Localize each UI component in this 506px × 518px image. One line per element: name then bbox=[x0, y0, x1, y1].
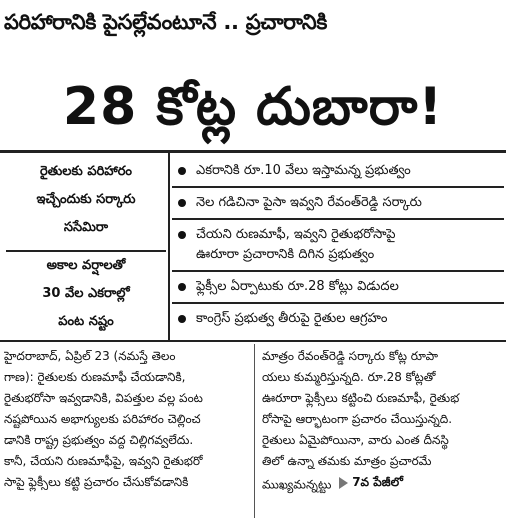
sidebar-line: ఇచ్చేందుకు సర్కారు bbox=[36, 192, 136, 207]
article-line: తిలో ఉన్నా తమకు మాత్రం ప్రచారమే bbox=[262, 454, 432, 468]
article-line: ముఖ్యమన్నట్టు bbox=[262, 477, 332, 492]
article-line: ఊరూరా ఫ్లెక్సీలు కట్టించి రుణమాఫీ, రైతుభ bbox=[262, 391, 460, 405]
article-line: హైదరాబాద్, ఏప్రిల్ 23 (నమస్తే తెలం bbox=[4, 349, 176, 363]
bullet-text: నెల గడిచినా పైసా ఇవ్వని రేవంత్‌రెడ్డి సర్కారు bbox=[196, 195, 422, 210]
article-line: నష్టపోయిన అభాగ్యులకు పరిహారం చెల్లించ bbox=[4, 412, 201, 426]
sidebar-line: పంట నష్టం bbox=[58, 314, 114, 329]
bullet-list bbox=[172, 156, 504, 340]
sidebar-line: రైతులకు పరిహారం bbox=[39, 164, 133, 179]
headline-kicker: పరిహారానికి పైసల్లేవంటూనే .. ప్రచారానికి bbox=[4, 10, 328, 34]
column-divider bbox=[254, 344, 255, 518]
sidebar-line: 30 వేల ఎకరాల్లో bbox=[42, 286, 130, 301]
list-item bbox=[172, 304, 504, 336]
bullet-icon bbox=[178, 167, 186, 175]
bullet-icon bbox=[178, 283, 186, 291]
bullet-icon bbox=[178, 315, 186, 323]
article-line: రోసాపై ఆర్భాటంగా ప్రచారం చేయిస్తున్నది. bbox=[262, 412, 453, 426]
article-column-left bbox=[4, 346, 244, 518]
sidebar-block bbox=[6, 158, 166, 250]
bullet-text: ఎకరానికి రూ.10 వేలు ఇస్తామన్న ప్రభుత్వం bbox=[196, 163, 411, 178]
article-line: రైతుభరోసా ఇవ్వడానికి, విపత్తుల వల్ల పంట bbox=[4, 391, 203, 405]
bullet-text: ఊరూరా ప్రచారానికి దిగిన ప్రభుత్వం bbox=[196, 247, 375, 262]
list-item bbox=[172, 220, 504, 272]
divider bbox=[0, 340, 506, 342]
article-line: రైతులు ఏమైపోయినా, వారు ఎంత దీనస్థి bbox=[262, 433, 449, 447]
continued-label: 7వ పేజీలో bbox=[352, 475, 403, 489]
bullet-icon bbox=[178, 231, 186, 239]
continued-on-page bbox=[335, 472, 403, 493]
article-line: డానికి రాష్ట్ర ప్రభుత్వం వద్ద చిల్లిగవ్వలేదు. bbox=[4, 433, 194, 447]
article-line: సాపై ఫ్లెక్సీలు కట్టి ప్రచారం చేసుకోవడానికి bbox=[4, 475, 189, 489]
bullet-text: ఫ్లెక్సీల ఏర్పాటుకు రూ.28 కోట్లు విడుదల bbox=[196, 279, 399, 294]
headline-main: 28 కోట్ల దుబారా! bbox=[62, 77, 444, 137]
article-line: మాత్రం రేవంత్‌రెడ్డి సర్కారు కోట్ల రూపా bbox=[262, 349, 438, 363]
article-line: కానీ, చేయని రుణమాఫీపై, ఇవ్వని రైతుభరో bbox=[4, 454, 203, 468]
divider bbox=[168, 152, 170, 340]
bullet-text: కాంగ్రెస్ ప్రభుత్వ తీరుపై రైతుల ఆగ్రహం bbox=[196, 311, 388, 326]
sidebar-block bbox=[6, 252, 166, 340]
bullet-icon bbox=[178, 199, 186, 207]
bullet-text: చేయని రుణమాఫీ, ఇవ్వని రైతుభరోసాపై bbox=[196, 227, 396, 242]
article-column-right bbox=[262, 346, 502, 518]
list-item bbox=[172, 272, 504, 304]
article-line: యలు కుమ్మరిస్తున్నది. రూ.28 కోట్లతో bbox=[262, 370, 436, 384]
arrow-right-icon bbox=[339, 477, 348, 489]
list-item bbox=[172, 188, 504, 220]
divider bbox=[0, 150, 506, 153]
list-item bbox=[172, 156, 504, 188]
article-line: గాణ): రైతులకు రుణమాఫీ చేయడానికి, bbox=[4, 370, 186, 384]
sidebar-line: ససేమిరా bbox=[63, 220, 109, 235]
sidebar-highlights bbox=[6, 158, 166, 338]
sidebar-line: అకాల వర్షాలతో bbox=[46, 258, 126, 273]
